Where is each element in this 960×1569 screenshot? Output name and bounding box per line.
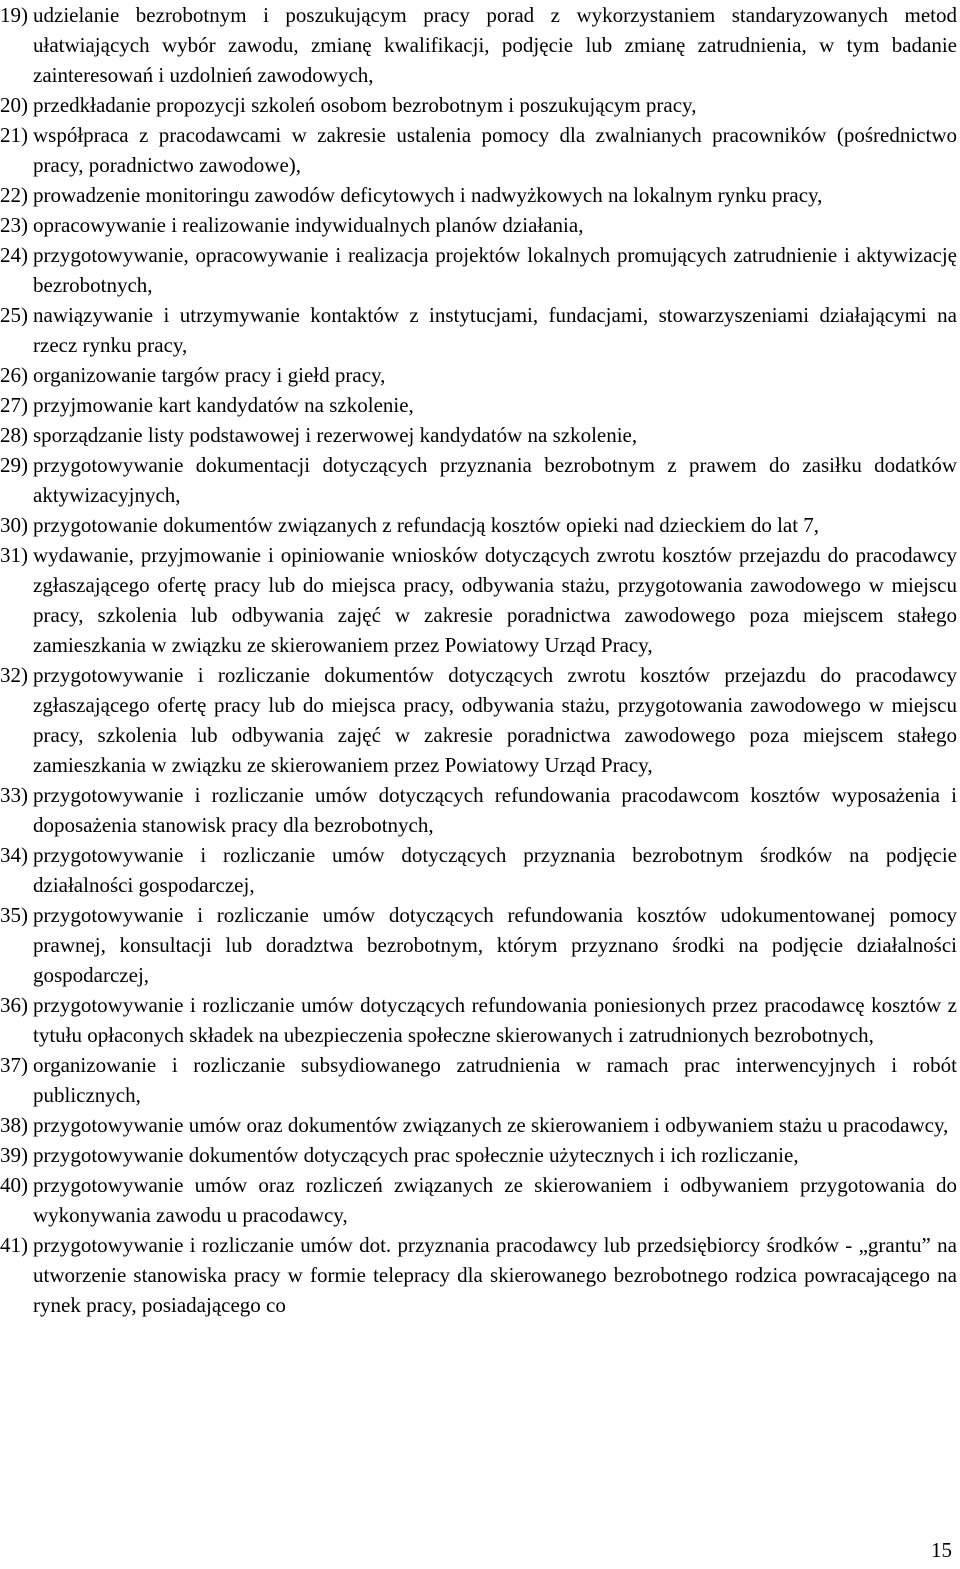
- item-text: opracowywanie i realizowanie indywidualnych planów działania,: [33, 213, 584, 237]
- item-text: wydawanie, przyjmowanie i opiniowanie wniosków dotyczących zwrotu kosztów przejazdu do pracodawcy zgłaszającego ofertę pracy lub do miejsca pracy, odbywania stażu, przygotowania zawodowego w miejscu pracy, szkolenia lub odbywania zajęć w zakresie poradnictwa zawodowego poza miejscem stałego zamieszkania w związku ze skierowaniem przez Powiatowy Urząd Pracy,: [33, 543, 957, 657]
- list-item: [0, 1230, 957, 1320]
- item-text: przygotowywanie i rozliczanie umów dotyczących przyznania bezrobotnym środków na podjęcie działalności gospodarczej,: [33, 843, 957, 897]
- list-item: [0, 0, 957, 90]
- list-item: [0, 1110, 957, 1140]
- item-number: 19): [0, 3, 28, 27]
- item-text: sporządzanie listy podstawowej i rezerwowej kandydatów na szkolenie,: [33, 423, 638, 447]
- list-item: [0, 240, 957, 300]
- list-item: [0, 450, 957, 510]
- list-item: [0, 1140, 957, 1170]
- item-number: 33): [0, 783, 28, 807]
- item-text: przygotowywanie dokumentacji dotyczących przyznania bezrobotnym z prawem do zasiłku dodatków aktywizacyjnych,: [33, 453, 957, 507]
- item-text: przyjmowanie kart kandydatów na szkolenie,: [33, 393, 414, 417]
- item-number: 32): [0, 663, 28, 687]
- list-item: [0, 840, 957, 900]
- item-number: 36): [0, 993, 28, 1017]
- item-text: nawiązywanie i utrzymywanie kontaktów z instytucjami, fundacjami, stowarzyszeniami działającymi na rzecz rynku pracy,: [33, 303, 957, 357]
- item-number: 41): [0, 1233, 28, 1257]
- list-item: [0, 900, 957, 990]
- item-number: 40): [0, 1173, 28, 1197]
- item-text: udzielanie bezrobotnym i poszukującym pracy porad z wykorzystaniem standaryzowanych metod ułatwiających wybór zawodu, zmianę kwalifikacji, podjęcie lub zmianę zatrudnienia, w tym badanie zainteresowań i uzdolnień zawodowych,: [33, 3, 957, 87]
- item-text: prowadzenie monitoringu zawodów deficytowych i nadwyżkowych na lokalnym rynku pracy,: [33, 183, 823, 207]
- item-number: 30): [0, 513, 28, 537]
- item-text: przygotowywanie i rozliczanie dokumentów dotyczących zwrotu kosztów przejazdu do pracodawcy zgłaszającego ofertę pracy lub do miejsca pracy, odbywania stażu, przygotowania zawodowego w miejscu pracy, szkolenia lub odbywania zajęć w zakresie poradnictwa zawodowego poza miejscem stałego zamieszkania w związku ze skierowaniem przez Powiatowy Urząd Pracy,: [33, 663, 957, 777]
- item-text: przygotowywanie, opracowywanie i realizacja projektów lokalnych promujących zatrudnienie i aktywizację bezrobotnych,: [33, 243, 957, 297]
- list-item: [0, 420, 957, 450]
- item-number: 34): [0, 843, 28, 867]
- item-number: 23): [0, 213, 28, 237]
- item-number: 31): [0, 543, 28, 567]
- list-item: [0, 360, 957, 390]
- item-text: przygotowywanie i rozliczanie umów dotyczących refundowania kosztów udokumentowanej pomocy prawnej, konsultacji lub doradztwa bezrobotnym, którym przyznano środki na podjęcie działalności gospodarczej,: [33, 903, 957, 987]
- list-item: [0, 210, 957, 240]
- item-text: przygotowywanie dokumentów dotyczących prac społecznie użytecznych i ich rozliczanie,: [33, 1143, 799, 1167]
- item-number: 25): [0, 303, 28, 327]
- item-text: przedkładanie propozycji szkoleń osobom bezrobotnym i poszukującym pracy,: [33, 93, 697, 117]
- page-number: 15: [931, 1538, 952, 1562]
- list-item: [0, 390, 957, 420]
- item-number: 20): [0, 93, 28, 117]
- item-text: współpraca z pracodawcami w zakresie ustalenia pomocy dla zwalnianych pracowników (pośrednictwo pracy, poradnictwo zawodowe),: [33, 123, 957, 177]
- list-item: [0, 510, 957, 540]
- item-number: 21): [0, 123, 28, 147]
- item-number: 26): [0, 363, 28, 387]
- list-item: [0, 540, 957, 660]
- item-number: 28): [0, 423, 28, 447]
- item-number: 27): [0, 393, 28, 417]
- item-number: 29): [0, 453, 28, 477]
- list-item: [0, 660, 957, 780]
- item-text: organizowanie i rozliczanie subsydiowanego zatrudnienia w ramach prac interwencyjnych i robót publicznych,: [33, 1053, 957, 1107]
- list-item: [0, 990, 957, 1050]
- item-number: 39): [0, 1143, 28, 1167]
- item-text: przygotowywanie i rozliczanie umów dotyczących refundowania pracodawcom kosztów wyposażenia i doposażenia stanowisk pracy dla bezrobotnych,: [33, 783, 957, 837]
- list-item: [0, 1050, 957, 1110]
- item-text: przygotowywanie i rozliczanie umów dot. przyznania pracodawcy lub przedsiębiorcy środków - „grantu” na utworzenie stanowiska pracy w formie telepracy dla skierowanego bezrobotnego rodzica powracającego na rynek pracy, posiadającego co: [33, 1233, 957, 1317]
- item-number: 35): [0, 903, 28, 927]
- item-number: 22): [0, 183, 28, 207]
- item-text: przygotowywanie umów oraz dokumentów związanych ze skierowaniem i odbywaniem stażu u pracodawcy,: [33, 1113, 949, 1137]
- list-item: [0, 90, 957, 120]
- list-item: [0, 780, 957, 840]
- item-number: 24): [0, 243, 28, 267]
- item-text: przygotowywanie i rozliczanie umów dotyczących refundowania poniesionych przez pracodawcę kosztów z tytułu opłaconych składek na ubezpieczenia społeczne skierowanych i zatrudnionych bezrobotnych,: [33, 993, 957, 1047]
- list-item: [0, 120, 957, 180]
- list-item: [0, 1170, 957, 1230]
- item-text: przygotowywanie umów oraz rozliczeń związanych ze skierowaniem i odbywaniem przygotowania do wykonywania zawodu u pracodawcy,: [33, 1173, 957, 1227]
- item-number: 38): [0, 1113, 28, 1137]
- item-text: przygotowanie dokumentów związanych z refundacją kosztów opieki nad dzieckiem do lat 7,: [33, 513, 820, 537]
- item-text: organizowanie targów pracy i giełd pracy,: [33, 363, 386, 387]
- list-item: [0, 180, 957, 210]
- list-item: [0, 300, 957, 360]
- item-number: 37): [0, 1053, 28, 1077]
